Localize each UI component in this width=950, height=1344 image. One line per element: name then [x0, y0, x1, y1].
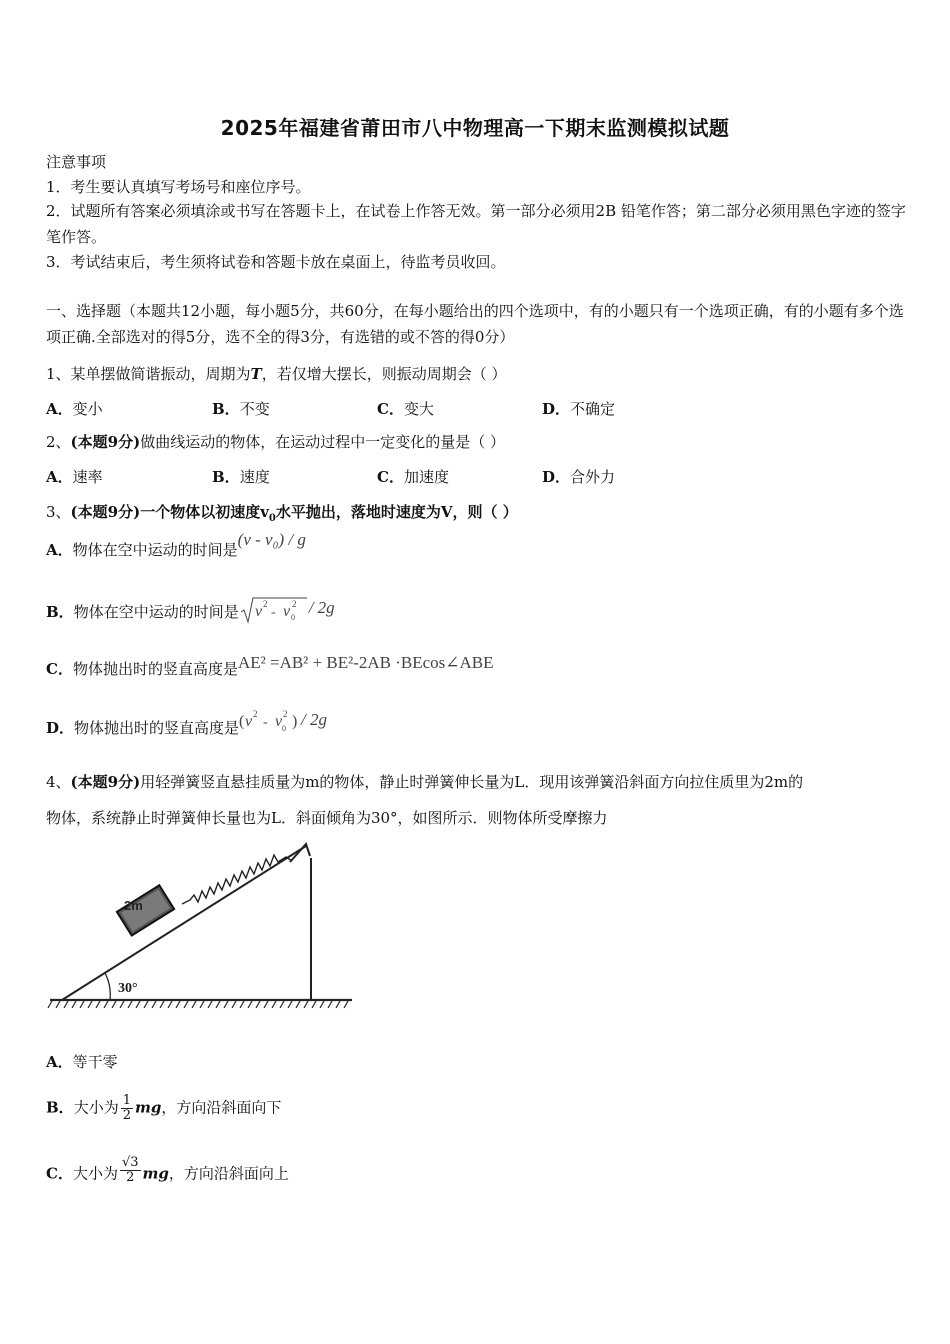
q3-option-d[interactable]: D．物体抛出时的竖直高度是 ( v 2 - v 2 0 ) / 2g	[46, 709, 328, 737]
question-2-stem: 2、(本题9分)做曲线运动的物体，在运动过程中一定变化的量是（ ）	[46, 433, 505, 451]
question-4-stem-line-2: 物体，系统静止时弹簧伸长量也为L．斜面倾角为30°，如图所示．则物体所受摩擦力	[46, 809, 608, 827]
svg-text:v: v	[254, 603, 262, 620]
q3-option-d-formula: ( v 2 - v 2 0 ) / 2g	[239, 709, 328, 733]
q4-option-b[interactable]: B．大小为 $\frac{1}{2}$ mg，方向沿斜面向下	[46, 1093, 282, 1123]
q1-option-d[interactable]: D．不确定	[542, 400, 616, 418]
page-title: 2025年福建省莆田市八中物理高一下期末监测模拟试题	[220, 116, 730, 140]
svg-text:(: (	[239, 713, 245, 730]
q2-option-a[interactable]: A．速率	[46, 468, 103, 486]
svg-text:0: 0	[290, 613, 295, 622]
svg-text:v: v	[282, 603, 290, 620]
q1-option-c[interactable]: C．变大	[377, 400, 434, 418]
svg-text:2: 2	[253, 709, 258, 719]
mass-label: 2m	[124, 898, 143, 913]
q4-option-b-fraction: $\frac{1}{2}$	[122, 1093, 131, 1123]
section-heading: 一、选择题（本题共12小题，每小题5分，共60分，在每小题给出的四个选项中，有的小题只有一个选项正确，有的小题有多个选项正确.全部选对的得5分，选不全的得3分，有选错的或不答的得0分）	[46, 302, 904, 346]
q2-option-d[interactable]: D．合外力	[542, 468, 616, 486]
q3-option-a-formula: (v - v₀) / g	[237, 530, 306, 549]
ground-hatch	[48, 1001, 348, 1008]
question-4-stem-line-1: 4、(本题9分)用轻弹簧竖直悬挂质量为m的物体，静止时弹簧伸长量为L．现用该弹簧沿斜面方向拉住质里为2m的	[46, 773, 804, 791]
incline-spring-figure	[44, 840, 356, 1016]
svg-text:2: 2	[283, 709, 288, 719]
question-1-stem	[46, 362, 507, 386]
q1-option-a[interactable]: A．变小	[46, 400, 103, 418]
squared-difference-formula-icon	[239, 708, 301, 734]
notes-heading: 注意事项	[46, 153, 107, 171]
note-item-1: 1．考生要认真填写考场号和座位序号。	[46, 178, 311, 196]
svg-text:2: 2	[262, 599, 268, 609]
q4-option-a[interactable]: A．等干零	[46, 1053, 118, 1071]
q1-option-b[interactable]: B．不变	[212, 400, 270, 418]
q1-stem-b: ，若仅增大摆长，则振动周期会（ ）	[261, 365, 507, 383]
question-2-options	[46, 466, 906, 490]
q2-option-c[interactable]: C．加速度	[377, 468, 449, 486]
svg-text:v: v	[245, 713, 253, 730]
q3-option-b[interactable]: B．物体在空中运动的时间是 v 2 - v 2 0 / 2g	[46, 598, 335, 628]
q4-option-c-fraction: $\frac{√3}{2}$	[121, 1155, 139, 1185]
svg-text:-: -	[263, 715, 268, 730]
question-3-stem: 3、(本题9分)一个物体以初速度$v_0$水平抛出，落地时速度为V，则（ ）	[46, 503, 518, 524]
question-1-options	[46, 398, 906, 422]
q1-stem-a: 1、某单摆做简谐振动，周期为	[46, 365, 251, 383]
q3-option-a[interactable]: A．物体在空中运动的时间是(v - v₀) / g	[46, 530, 306, 559]
svg-text:2: 2	[291, 599, 297, 609]
note-item-3: 3．考试结束后，考生须将试卷和答题卡放在桌面上，待监考员收回。	[46, 253, 506, 271]
svg-text:v: v	[275, 713, 283, 730]
angle-label: 30°	[118, 981, 138, 996]
svg-text:0: 0	[282, 724, 287, 733]
note-item-2: 2．试题所有答案必须填涂或书写在答题卡上，在试卷上作答无效。第一部分必须用2B 铅笔作答；第二部分必须用黑色字迹的签字笔作答。	[46, 202, 906, 246]
q2-option-b[interactable]: B．速度	[212, 468, 270, 486]
q3-option-b-formula: v 2 - v 2 0 / 2g	[239, 599, 335, 617]
svg-text:-: -	[270, 605, 276, 620]
q1-period-symbol: T	[250, 365, 262, 383]
spring	[182, 855, 292, 904]
q3-option-c[interactable]: C．物体抛出时的竖直高度是AE² =AB² + BE²-2AB ·BEcos∠ABE	[46, 653, 494, 678]
q4-option-c[interactable]: C．大小为 $\frac{√3}{2}$ mg，方向沿斜面向上	[46, 1155, 289, 1185]
sqrt-radical-icon	[239, 594, 309, 624]
svg-text:): )	[292, 713, 298, 730]
q3-option-c-formula: AE² =AB² + BE²-2AB ·BEcos∠ABE	[237, 653, 494, 672]
